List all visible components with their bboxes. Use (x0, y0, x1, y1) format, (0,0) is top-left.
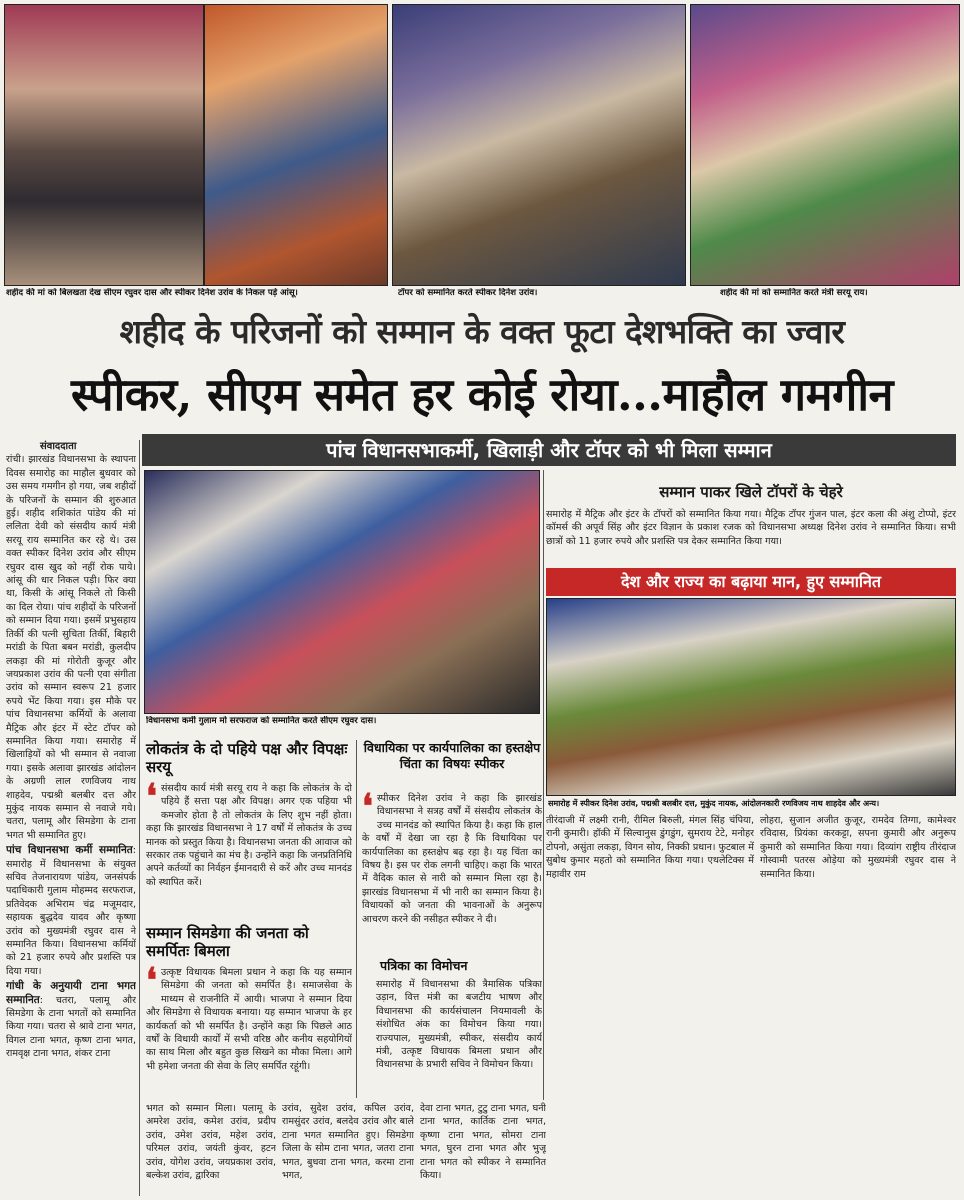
bottom-col-3: देवा टाना भगत, टुटु टाना भगत, घनी टाना भगत, कार्तिक टाना भगत, कृष्णा टाना भगत, सोमरा टाना भगत, घुरन टाना भगत और भुजू टाना भगत को स्पीकर ने सम्मानित किया। (420, 1103, 546, 1182)
column-divider-mid (356, 740, 357, 1098)
left-para-3: : चतरा, पलामू और सिमडेगा के टाना भगतों को सम्मानित किया गया। चतरा से श्रावे टाना भगत, विगल टाना भगत, कृष्ण टाना भगत, रामवृक्ष टाना भगत, शंकर टाना (6, 994, 136, 1060)
article-bimla-body (146, 966, 352, 1098)
column-divider-right (543, 470, 544, 1100)
article-speaker-head: विधायिका पर कार्यपालिका का हस्तक्षेप चिंता का विषयः स्पीकर (363, 740, 541, 771)
bottom-col-2: उरांव, सुदेश उरांव, कपिल उरांव, रामसुंदर उरांव, बलदेव उरांव और बाले टाना भगत सम्मानित हुए। सिमडेगा जिला के सोम टाना भगत, जतरा टाना भगत, बुधवा टाना भगत, करमा टाना भगत, (282, 1103, 414, 1182)
left-head-2: पांच विधानसभा कर्मी सम्मानित (6, 844, 133, 857)
byline: संवाददाता (40, 441, 77, 452)
quote-mark-icon: ❛ (362, 792, 373, 827)
article-saryu-text: संसदीय कार्य मंत्री सरयू राय ने कहा कि लोकतंत्र के दो पहिये हैं सत्ता पक्ष और विपक्ष। अगर एक पहिया भी कमजोर होता है तो लोकतंत्र के लिए शुभ नहीं होता। कहा कि झारखंड विधानसभा ने 17 वर्षों में लोकतंत्र के उच्च मानक को प्रस्तुत किया है। विधानसभा जनता की आवाज को सरकार तक पहुंचाने का मंच है। उन्होंने कहा कि जनप्रतिनिधि अपने कर्तव्यों का निर्वहन ईमानदारी से करें और उच्च मानदंड को स्थापित करें। (146, 783, 352, 888)
column-divider-left (139, 440, 140, 1196)
article-patrika-body: समारोह में विधानसभा की त्रैमासिक पत्रिका उड़ान, वित्त मंत्री का बजटीय भाषण और विधानसभा की कार्यसंचालन नियमावली के संशोधित अंक का विमोचन किया गया। राज्यपाल, मुख्यमंत्री, स्पीकर, संसदीय कार्य मंत्री, उत्कृष्ट विधायक बिमला प्रधान और विधानसभा के प्रभारी सचिव ने विमोचन किया। (376, 979, 542, 1071)
nation-col-1: तीरंदाजी में लक्ष्मी रानी, रीमिल बिरुली, मंगल सिंह चंपिया, रानी कुमारी। हॉकी में सिल्वानुस डुंगडुंग, सुमराय टेटे, मनोहर टोपनो, असुंता लकड़ा, विगन सोय, निक्की प्रधान। फुटबाल में सुबोध कुमार महतो को सम्मानित किया गया। एथलेटिक्स में महावीर राम (546, 815, 754, 880)
toppers-title: सम्मान पाकर खिले टॉपरों के चेहरे (659, 483, 843, 501)
bottom-col-1: भगत को सम्मान मिला। पलामू के अमरेश उरांव, कमेश उरांव, प्रदीप उरांव, उमेश उरांव, महेश उरांव, परिमल उरांव, जयंती कुंवर, हटन उरांव, योगेश उरांव, जयप्रकाश उरांव, बल्केश उरांव, द्वारिका (146, 1103, 276, 1182)
toppers-body: समारोह में मैट्रिक और इंटर के टॉपरों को सम्मानित किया गया। मैट्रिक टॉपर गुंजन पाल, इंटर कला की अंशु टोप्पो, इंटर कॉमर्स की अपूर्व सिंह और इंटर विज्ञान के प्रकाश रजक को विधानसभा अध्यक्ष दिनेश उरांव ने सम्मानित किया। सभी छात्रों को 11 हजार रुपये और प्रशस्ति पत्र देकर सम्मानित किया गया। (546, 509, 956, 547)
headline-line-1: शहीद के परिजनों को सम्मान के वक्त फूटा देशभक्ति का ज्वार (119, 312, 845, 351)
article-saryu-body (146, 782, 352, 916)
headline-line-2: स्पीकर, सीएम समेत हर कोई रोया...माहौल गमगीन (71, 368, 893, 421)
left-para-1: रांची। झारखंड विधानसभा के स्थापना दिवस समारोह का माहौल बुधवार को उस समय गमगीन हो गया, जब शहीदों के परिजनों के सम्मान की शुरुआत हुई। शहीद शशिकांत पांडेय की मां ललिता देवी को संसदीय कार्य मंत्री सरयू राय सम्मानित कर रहे थे। उस वक्त स्पीकर दिनेश उरांव और सीएम रघुवर दास खुद को नहीं रोक पाये। आंसू की धार निकल पड़ी। फिर क्या था, किसी के आंसू निकले तो किसी का दिल रोया। पांच शहीदों के परिजनों को सम्मान दिया गया। इसमें प्रभुसहाय तिर्की की पत्नी सुचिता तिर्की, बिहारी मरांडी के पिता बबन मरांडी, कुलदीप लकड़ा की मां गोरोती कुजूर और जयप्रकाश उरांव की पत्नी एवा संगीता उरांव को सम्मान स्वरूप 21 हजार रुपये भेंट किया गया। इस मौके पर पांच विधानसभा कर्मियों के अलावा मैट्रिक और इंटर में स्टेट टॉपर को सम्मानित किया गया। समारोह में खिलाड़ियों को भी सम्मान से नवाजा गया। इसके अलावा झारखंड आंदोलन के अग्रणी लाल रणविजय नाथ शाहदेव, पद्मश्री बलबीर दत्त और मुकुंद नायक सम्मान से नवाजे गये। चतरा, पलामू और सिमडेगा के टाना भगत भी सम्मानित हुए। (6, 454, 136, 841)
article-patrika-head: पत्रिका का विमोचन (380, 958, 468, 973)
article-saryu-head: लोकतंत्र के दो पहिये पक्ष और विपक्षः सरयू (146, 740, 348, 776)
left-head-3: गांधी के अनुयायी टाना भगत सम्मानित (6, 980, 136, 1006)
article-bimla-text: उत्कृष्ट विधायक बिमला प्रधान ने कहा कि यह सम्मान सिमडेगा की जनता को समर्पित है। समाजसेवा के माध्यम से राजनीति में आयी। भाजपा ने सम्मान दिया और सिमडेगा से विधायक बनाया। यह सम्मान भाजपा के हर कार्यकर्ता को भी समर्पित है। उन्होंने कहा कि पिछले आठ वर्षों के विधायी कार्यों में सभी वरिष्ठ और कनीय सहयोगियों का साथ मिला और बहुत कुछ सिखने का मौका मिला। आगे भी हमेशा जनता की सेवा के लिए समर्पित रहूंगी। (146, 967, 352, 1072)
nation-photo-caption: समारोह में स्पीकर दिनेश उरांव, पद्मश्री बलबीर दत्त, मुकुंद नायक, आंदोलनकारी रणविजय नाथ शाहदेव और अन्य। (548, 799, 880, 808)
photo-crying-mother (204, 4, 388, 286)
left-column (6, 440, 136, 1196)
article-speaker-body (362, 792, 542, 942)
photo-crying-cm (4, 4, 204, 286)
nation-box-title: देश और राज्य का बढ़ाया मान, हुए सम्मानित (546, 568, 956, 596)
main-photo-caption: विधानसभा कर्मी गुलाम मो सरफराज को सम्मानित करते सीएम रघुवर दास। (146, 716, 377, 726)
article-speaker-text: स्पीकर दिनेश उरांव ने कहा कि झारखंड विधानसभा ने सत्रह वर्षों में संसदीय लोकतंत्र के उच्च मानदंड को स्थापित किया है। कहा कि हाल के वर्षों में देखा जा रहा है कि विधायिका पर कार्यपालिका का हस्तक्षेप बढ़ रहा है। यह चिंता का विषय है। इस पर रोक लगनी चाहिए। कहा कि भारत में वैदिक काल से नारी को सम्मान मिला रहा है। झारखंड विधानसभा में भी नारी का सम्मान किया है। विधायकों को जनता की भावनाओं के अनुरूप आचरण करने की नसीहत स्पीकर ने दी। (362, 793, 542, 925)
subheadline-band: पांच विधानसभाकर्मी, खिलाड़ी और टॉपर को भी मिला सम्मान (142, 434, 956, 466)
photo-caption-1: शहीद की मां को बिलखता देख सीएम रघुवर दास और स्पीकर दिनेश उरांव के निकल पड़े आंसू। (6, 288, 298, 298)
quote-mark-icon: ❛ (146, 782, 157, 817)
photo-caption-2: टॉपर को सम्मानित करते स्पीकर दिनेश उरांव। (398, 288, 538, 298)
left-para-2: : समारोह में विधानसभा के संयुक्त सचिव तेजनारायण पांडेय, जनसंपर्क पदाधिकारी गुलाम मोहम्मद सरफराज, प्रतिवेदक अभिराम चंद्र मजूमदार, सहायक बुद्धदेव यादव और कृष्णा उरांव को मुख्यमंत्री रघुवर दास ने सम्मानित किया। विधानसभा कर्मियों को 21 हजार रुपये और प्रशस्ति पत्र दिया गया। (6, 845, 136, 977)
photo-topper-award (392, 4, 686, 286)
photo-minister-award (690, 4, 960, 286)
photo-nation-honorees (546, 598, 956, 796)
photo-caption-3: शहीद की मां को सम्मानित करते मंत्री सरयू राय। (720, 288, 868, 298)
article-bimla-head: सम्मान सिमडेगा की जनता को समर्पितः बिमला (146, 924, 309, 960)
quote-mark-icon: ❛ (146, 966, 157, 1001)
nation-col-2: लोहरा, सुजान अजीत कुजूर, रामदेव तिग्गा, कामेश्वर रविदास, प्रियंका करकट्टा, सपना कुमारी और अनुरूप कुमारी को सम्मानित किया गया। दिव्यांग राष्ट्रीय तीरंदाज गोस्वामी पतरस ओड़ेया को मुख्यमंत्री रघुवर दास ने सम्मानित किया। (760, 815, 956, 880)
photo-cm-felicitation (144, 470, 540, 714)
